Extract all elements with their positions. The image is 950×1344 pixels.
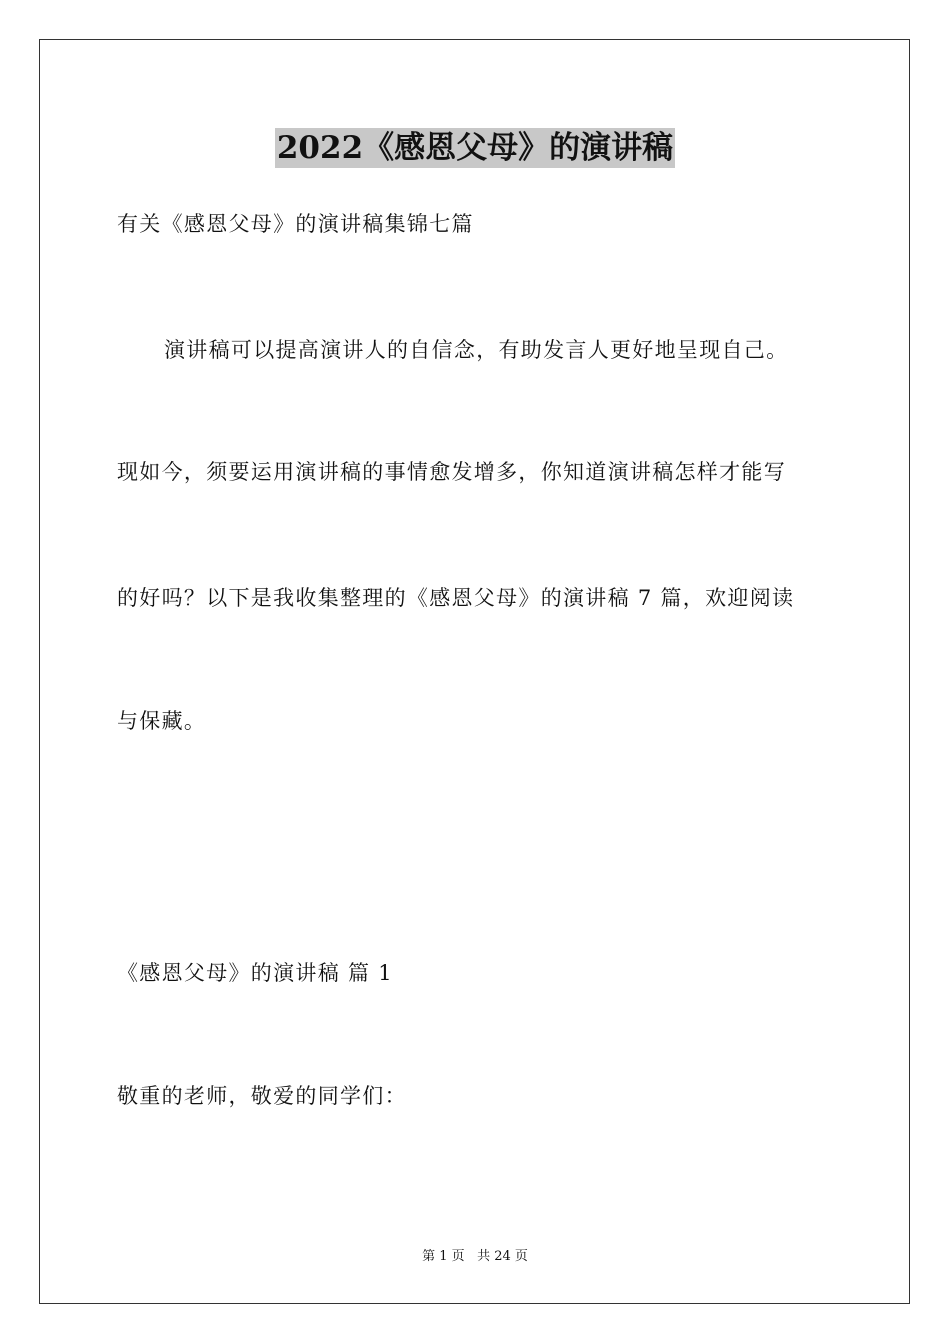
salutation: 敬重的老师，敬爱的同学们： xyxy=(117,1084,407,1108)
intro-line-4: 与保藏。 xyxy=(117,709,207,733)
page-footer xyxy=(0,1248,950,1266)
page-number: 第 1 页 xyxy=(422,1249,465,1264)
document-subtitle: 有关《感恩父母》的演讲稿集锦七篇 xyxy=(117,212,474,236)
intro-line-3: 的好吗？以下是我收集整理的《感恩父母》的演讲稿 7 篇，欢迎阅读 xyxy=(117,586,795,610)
total-pages: 共 24 页 xyxy=(477,1249,528,1264)
section-heading: 《感恩父母》的演讲稿 篇 1 xyxy=(117,961,393,985)
intro-line-1: 演讲稿可以提高演讲人的自信念，有助发言人更好地呈现自己。 xyxy=(164,338,789,362)
title-container xyxy=(0,128,950,168)
intro-line-2: 现如今，须要运用演讲稿的事情愈发增多，你知道演讲稿怎样才能写 xyxy=(117,460,786,484)
document-title: 2022《感恩父母》的演讲稿 xyxy=(276,130,674,166)
